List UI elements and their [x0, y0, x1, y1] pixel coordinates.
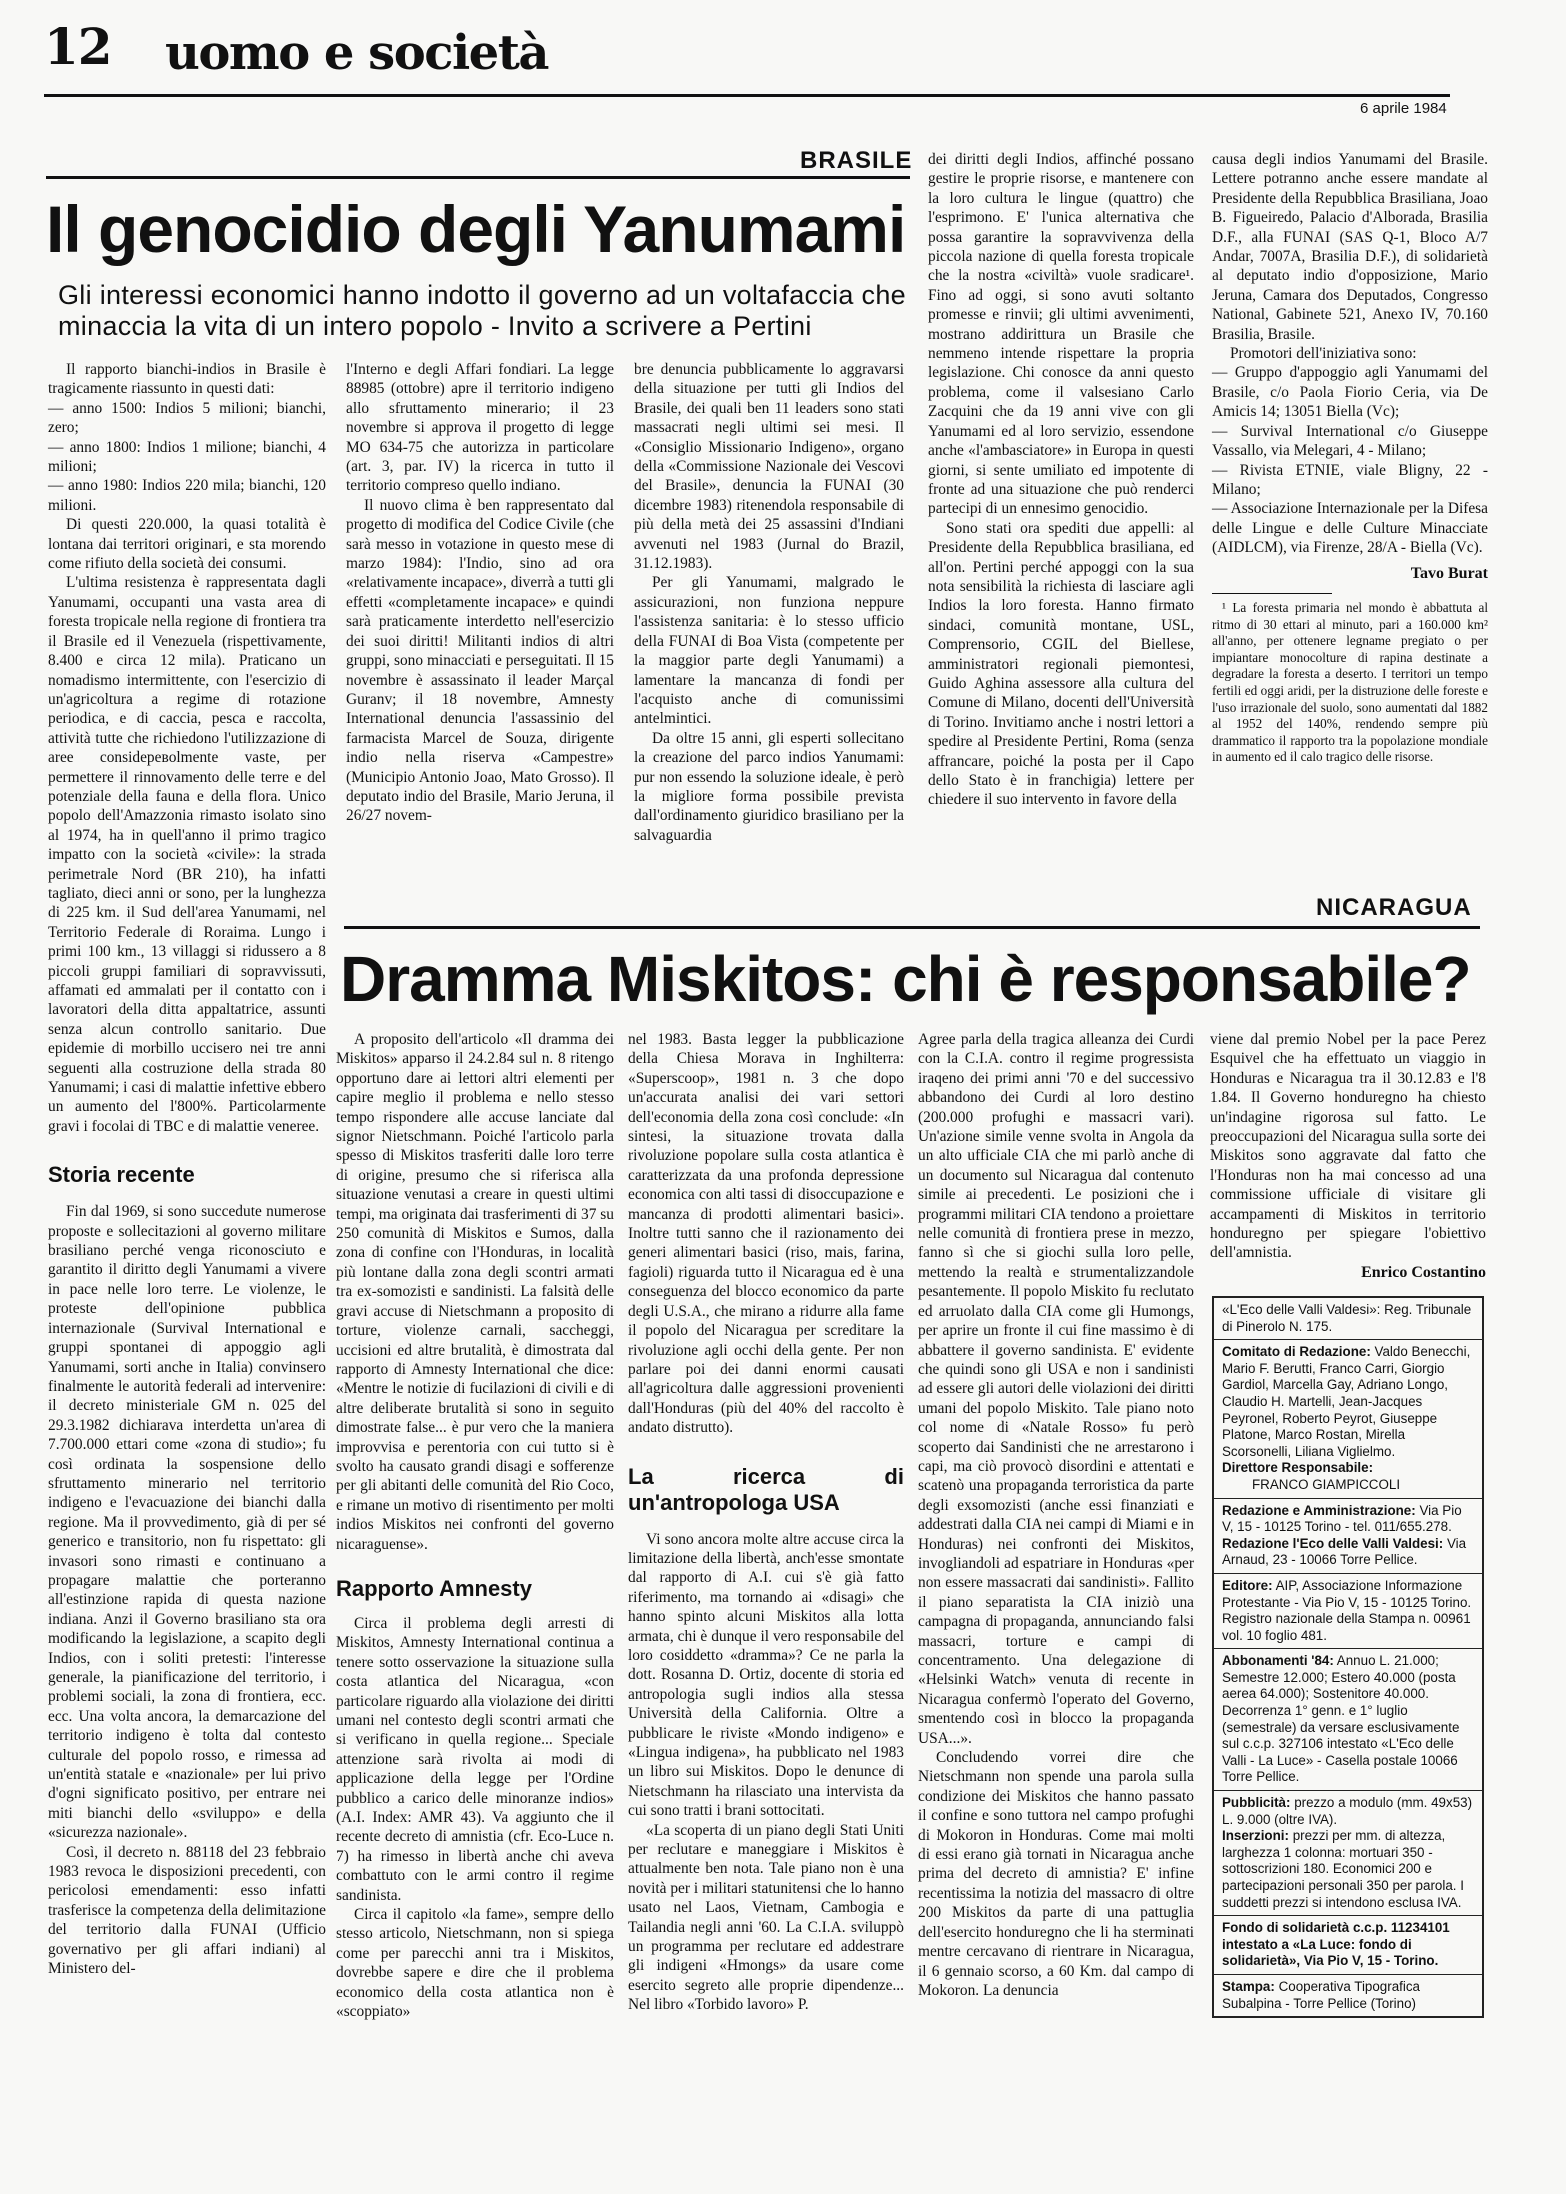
colophon-registration — [1214, 1298, 1482, 1340]
colophon-printer — [1214, 1975, 1482, 2016]
paragraph: Da oltre 15 anni, gli esperti sollecitano la creazione del parco indios Yanumami: pur non essendo la soluzione ideale, è però la migliore forma possibile prevista dall'ordinamento giuridico brasiliano per la salvaguardia — [634, 729, 904, 844]
masthead-rule — [44, 94, 1450, 97]
paragraph: nel 1983. Basta legger la pubblicazione della Chiesa Morava in Inghilterra: «Superscoop», 1981 n. 3 che dopo un'accurata analisi dei vari settori dell'economia della zona così conclude: «In sintesi, la situazione trovata dalla rivoluzione popolare sulla costa atlantica è caratterizzata da una profonda depressione economica con alti tassi di disoccupazione e mancanza di prodotti alimentari basici». Inoltre tutti sanno che il razionamento dei generi alimentari basici (riso, mais, farina, fagioli) riguarda tutto il Nicaragua ed è una conseguenza del blocco economico da parte degli U.S.A., che mirano a ridurre alla fame il popolo del Nicaragua per screditare la rivoluzione agli occhi della gente. Per non parlare poi dei danni enormi causati all'agricoltura dalle aggressioni provenienti dall'Honduras (più del 40% del raccolto è andato distrutto). — [628, 1031, 904, 1437]
author-signature: Tavo Burat — [1410, 564, 1488, 582]
colophon-label: Direttore Responsabile: — [1222, 1460, 1374, 1476]
issue-date: 6 aprile 1984 — [1360, 100, 1447, 117]
footnote: ¹ La foresta primaria nel mondo è abbattuta al ritmo di 30 ettari al minuto, pari a 160.000 km² all'anno, per ottenere legname pregiato o per impiantare monocolture di rapina destinate a degradare la foresta a deserto. I territori un tempo fertili ed oggi aridi, per la distruzione delle foreste e l'uso irrazionale del suolo, sono aumentati dal 1882 al 1952 del 140%, rendendo sempre più drammatico il rapporto tra la popolazione mondiale in aumento ed il calo tragico delle risorse. — [1212, 599, 1488, 765]
paragraph: A proposito dell'articolo «Il dramma dei Miskitos» apparso il 24.2.84 sul n. 8 ritengo opportuno dare ai lettori altri elementi per capire meglio il problema e nello stesso tempo rispondere alle accuse lanciate dal signor Nietschmann. Poiché l'articolo parla spesso di Miskitos trasferiti dalle loro terre di origine, presumo che si riferisca alla situazione venutasi a creare in questi ultimi tempi, ma originata dai trasferimenti di 37 su 250 comunità di Miskitos e Sumos, dalla zona di confine con l'Honduras, in località più lontane dalla zona degli scontri armati tra ex-somozisti e sandinisti. La falsità delle gravi accuse di Nietschmann a proposito di torture, violenze carnali, saccheggi, uccisioni ed altre brutalità, è dimostrata dal rapporto di Amnesty International che dice: «Mentre le notizie di fucilazioni di civili e di altre deliberate brutalità si sono in seguito dimostrate false... è pur vero che la maniera improvvisa e perentoria con cui tutto si è svolto ha causato grandi disagi e sofferenze per gli abitanti delle comunità del Rio Coco, e rimane un motivo di risentimento per molti indios Miskitos nei confronti del governo nicaraguense». — [336, 1031, 614, 1553]
colophon-fund — [1214, 1916, 1482, 1975]
art2-column-2 — [628, 1030, 904, 2015]
kicker-rule — [344, 926, 1480, 929]
paragraph: Concludendo vorrei dire che Nietschmann non spende una parola sulla condizione dei Miskitos che hanno passato il confine e sono tuttora nel campo profughi di Mokoron in Honduras. Come mai molti di essi erano già tornati in Nicaragua anche prima del decreto di amnistia? E' infine recentissima la notizia del massacro di oltre 200 Miskitos da parte di una pattuglia dell'esercito honduregno che li ha sterminati mentre cercavano di rientrare in Nicaragua, il 6 gennaio scorso, a 60 Km. dal campo di Mokoron. La denuncia — [918, 1749, 1194, 1999]
colophon-publisher-text: AIP, Associazione Informazione Protestante - Via Pio V, 15 - 10125 Torino. Registro nazionale della Stampa n. 00961 vol. 10 foglio 481. — [1222, 1577, 1472, 1643]
colophon-fund-text: Fondo di solidarietà c.c.p. 11234101 intestato a «La Luce: fondo di solidarietà», Via Pio V, 15 - Torino. — [1222, 1920, 1450, 1969]
subheading: Storia recente — [48, 1162, 195, 1188]
colophon-label: Pubblicità: — [1222, 1795, 1291, 1811]
footnote-rule — [1212, 593, 1332, 594]
list-item: — anno 1500: Indios 5 milioni; bianchi, zero; — [48, 399, 326, 437]
colophon-editorial-board — [1214, 1340, 1482, 1498]
colophon-intro: «L'Eco delle Valli Valdesi»: Reg. Tribunale di Pinerolo N. 175. — [1222, 1302, 1472, 1334]
page-number: 12 — [44, 17, 112, 76]
colophon-director: FRANCO GIAMPICCOLI — [1252, 1476, 1401, 1492]
paragraph: «La scoperta di un piano degli Stati Uniti per reclutare e maneggiare i Miskitos è attualmente ben nota. Tale piano non è una novità per i militari statunitensi che lo hanno usato nel Laos, Vietnam, Cambogia e Tailandia negli anni '60. La C.I.A. sviluppò un programma per reclutare ed addestrare gli indigeni «Hmongs» da usare come esercito segreto alle proprie dipendenze... Nel libro «Torbido lavoro» P. — [628, 1821, 904, 2014]
colophon-label: Redazione e Amministrazione: — [1222, 1502, 1416, 1518]
colophon-address: Via Arnaud, 23 - 10066 Torre Pellice. — [1222, 1535, 1467, 1568]
kicker-rule — [46, 176, 910, 179]
colophon-insertions-text: prezzi per mm. di altezza, larghezza 1 colonna: mortuari 350 - sottoscrizioni 180. Economici 200 e partecipazioni personali 350 per parola. I suddetti prezzi si intendono esclusa IVA. — [1222, 1828, 1464, 1910]
paragraph: viene dal premio Nobel per la pace Perez Esquivel che ha effettuato un viaggio in Honduras e Nicaragua tra il 30.12.83 e l'8 1.84. Il Governo honduregno ha chiesto un'indagine rigorosa sul fatto. Le preoccupazioni del Nicaragua sulla sorte dei Miskitos sono aggravate dal fatto che l'Honduras non ha mai concesso ad una commissione ufficiale di visitare gli accampamenti di Miskitos in territorio honduregno per spiegare l'obiettivo dell'amnistia. — [1210, 1031, 1486, 1262]
art2-column-3 — [918, 1030, 1194, 2000]
colophon-advertising-text: prezzo a modulo (mm. 49x53) L. 9.000 (oltre IVA). — [1222, 1795, 1473, 1827]
paragraph: Il nuovo clima è ben rappresentato dal progetto di modifica del Codice Civile (che sarà messo in votazione in questo mese di marzo 1984): l'Indio, sino ad ora «relativamente incapace», diverrà a tutti gli effetti «completamente incapace» e quindi sarà praticamente interdetto nell'esercizio dei suoi diritti! Militanti indios di altri gruppi, sono minacciati e perseguitati. Il 15 novembre è assassinato il leader Marçal Guranv; il 18 novembre, Amnesty International denuncia l'assassinio del farmacista Marcel de Souza, dirigente indio nella riserva «Campestre» (Municipio Antonio Joao, Mato Grosso). Il deputato indio del Brasile, Mario Jeruna, il 26/27 novem- — [346, 496, 614, 825]
paragraph: Sono stati ora spediti due appelli: al Presidente della Repubblica brasiliana, ed all'on. Pertini perché appoggi con la sua nota sensibilità la richiesta di lasciare agli Indios la loro foresta. Hanno firmato sindaci, comunità montane, USL, Comprensorio, CGIL del Biellese, amministratori regionali piemontesi, Guido Aghina assessore alla cultura del Comune di Milano, docenti dell'Università di Torino. Invitiamo anche i nostri lettori a spedire al Presidente Pertini, Roma (senza affrancare, poiché la posta per il Capo dello Stato è in franchigia) lettere per chiedere il suo intervento in favore della — [928, 519, 1194, 809]
paragraph: Vi sono ancora molte altre accuse circa la limitazione della libertà, anch'esse smontate dal rapporto di A.I. cui s'è già fatto riferimento, ma tornando ai «disagi» che hanno spinto alcuni Miskitos alla lotta armata, chi è dunque il vero responsabile del loro cosiddetto «dramma»? Ce ne parla la dott. Rosanna D. Ortiz, docente di storia ed antropologia sugli indios alla stessa Università della California. Oltre a pubblicare le riviste «Mondo indigeno» e «Lingua indigena», ha pubblicato nel 1983 un libro sui Miskitos. Dopo le denunce di Nietschmann ha rilasciato una intervista da cui sono tratti i brani sottocitati. — [628, 1530, 904, 1820]
paragraph: l'Interno e degli Affari fondiari. La legge 88985 (ottobre) apre il territorio indigeno allo sfruttamento minerario; il 23 novembre si approva il progetto di legge MO 634-75 che autorizza in particolare (art. 3, par. IV) la ricerca in tutto il territorio compreso quello indiano. — [346, 361, 614, 495]
paragraph: Così, il decreto n. 88118 del 23 febbraio 1983 revoca le disposizioni precedenti, con pericolosi emendamenti: esso infatti trasferisce la competenza della delimitazione del territorio dalla FUNAI (Ufficio governativo per gli affari indiani) al Ministero del- — [48, 1843, 326, 1978]
colophon-box — [1212, 1296, 1484, 2018]
list-item: — Gruppo d'appoggio agli Yanumami del Brasile, c/o Paola Fiorio Ceria, via De Amicis 14; 13051 Biella (Vc); — [1212, 364, 1488, 421]
headline: Il genocidio degli Yanumami — [46, 192, 906, 266]
art2-column-1 — [336, 1030, 614, 2022]
colophon-addresses — [1214, 1499, 1482, 1574]
paragraph: L'ultima resistenza è rappresentata dagli Yanumami, occupanti una vasta area di foresta tropicale nella regione di frontiera tra il Brasile ed il Venezuela (rispettivamente, 8.400 e circa 12 mila). Praticano un nomadismo intermittente, con l'esercizio di un'agricoltura a regime di rotazione periodica, e di caccia, pesca e raccolta, attività tutte che richiedono l'utilizzazione di aree consideревolmente vaste, per permettere il rinnovamento delle terre e del potenziale della fauna e della flora. Unico popolo dell'Amazzonia rimasto isolato sino al 1974, ha in quell'anno il primo tragico impatto con la società «civile»: la strada perimetrale Nord (BR 210), ha infatti tagliato, dieci anni or sono, per la lunghezza di 225 km. il Sud dell'area Yanumami, nel Territorio Federale di Roraima. Lungo i primi 100 km., 13 villaggi si ridussero a 8 piccoli gruppi familiari di sopravvissuti, affamati ed ammalati per il contatto con i lavoratori della ditta appaltatrice, assunti senza alcun controllo sanitario. Due epidemie di morbillo uccisero nei tre anni seguenti alla costruzione della strada 80 Yanumami; i casi di malattie infettive ebbero un aumento del l'800%. Particolarmente gravi i focolai di TBC e di malattie veneree. — [48, 574, 326, 1135]
colophon-label: Stampa: — [1222, 1978, 1275, 1994]
subheading: Rapporto Amnesty — [336, 1575, 532, 1601]
paragraph: Promotori dell'iniziativa sono: — [1230, 345, 1417, 363]
paragraph: Per gli Yanumami, malgrado le assicurazioni, non funziona neppure l'assistenza sanitaria: è lo stesso ufficio della FUNAI di Boa Vista (competente per la maggior parte degli Yanumami) a lamentare la mancanza di fondi per l'acquisto anche di comunissimi antelmintici. — [634, 574, 904, 728]
paragraph: Fin dal 1969, si sono succedute numerose proposte e sollecitazioni al governo militare brasiliano perché venga riconosciuto e garantito il diritto degli Yanumami a vivere in pace nelle loro terre. Le violenze, le proteste dell'opinione pubblica internazionale (Survival International e gruppi spontanei di appoggio agli Yanumami, sorti anche in Italia) convinsero finalmente le autorità federali ad intervenire: il decreto ministeriale GM n. 025 del 29.3.1982 dichiarava interdetta un'area di 7.700.000 ettari come «zona di studio»; fu così ordinata la sospensione dello sfruttamento minerario nel territorio indigeno e l'evacuazione dei bianchi dalla regione. Ma il provvedimento, già di per sé generico e transitorio, non fu rispettato: gli invasori sono rimasti e continuano a propagare malattie che porteranno all'estinzione rapida di questa nazione indiana. Anzi il Governo brasiliano sta ora modificando la legislazione, a scapito degli Indios, con i soliti pretesti: l'interesse generale, la pianificazione del territorio, i problemi sociali, la zona di frontiera, ecc. ecc. Una volta ancora, la demarcazione del territorio indigeno è tolta dal contesto culturale del popolo rosso, e rimessa ad un'entità statale e «nazionale» per lui privo d'ogni significato positivo, per entrare nei miti bianchi dello «sviluppo» e della «sicurezza nazionale». — [48, 1203, 326, 1842]
colophon-label: Inserzioni: — [1222, 1828, 1289, 1844]
colophon-advertising — [1214, 1791, 1482, 1916]
list-item: — Survival International c/o Giuseppe Vassallo, via Melegari, 4 - Milano; — [1212, 422, 1488, 460]
colophon-publisher — [1214, 1574, 1482, 1649]
section-title: uomo e società — [165, 25, 548, 81]
colophon-editors: Valdo Benecchi, Mario F. Berutti, Franco Carri, Giorgio Gardiol, Marcella Gay, Adriano Longo, Claudio H. Martelli, Jean-Jacques Peyronel, Roberto Peyrot, Giuseppe Platone, Marco Rostan, Mirella Scorsonelli, Liliana Viglielmo. — [1222, 1344, 1471, 1459]
art1-column-4 — [928, 150, 1194, 810]
colophon-label: Comitato di Redazione: — [1222, 1344, 1371, 1360]
subheading: La ricerca di un'antropologa USA — [628, 1463, 904, 1515]
subtitle: Gli interessi economici hanno indotto il governo ad un voltafaccia che minaccia la vita di un intero popolo - Invito a scrivere a Pertini — [58, 280, 906, 341]
art2-column-4 — [1210, 1030, 1486, 1282]
list-item: — Rivista ETNIE, viale Bligny, 22 - Milano; — [1212, 461, 1488, 498]
paragraph: bre denuncia pubblicamente lo aggravarsi della situazione per tutti gli Indios del Brasile, dei quali ben 11 leaders sono stati massacrati negli ultimi sei mesi. Il «Consiglio Missionario Indigeno», organo della «Commissione Nazionale dei Vescovi del Brasile», denuncia la FUNAI (30 dicembre 1983) ritenendola responsabile di più della metà dei 25 assassini d'Indiani avvenuti nel 1983 (Jurnal do Brazil, 31.12.1983). — [634, 361, 904, 573]
paragraph: Di questi 220.000, la quasi totalità è lontana dai territori originari, e sta morendo come rifiuto della società dei consumi. — [48, 516, 326, 573]
paragraph: Agree parla della tragica alleanza dei Curdi con la C.I.A. contro il regime progressista iraqeno dei primi anni '70 e del successivo abbandono dei Curdi al loro destino (200.000 profughi e massacri vari). Un'azione simile venne svolta in Angola da un alto ufficiale CIA che mi parlò anche di un documento sul Nicaragua dal contenuto simile ai precedenti. Le posizioni che i programmi militari CIA tendono a proiettare nelle comunità di frontiera prese in mezzo, fanno sì che si giochi sulla loro pelle, mettendo la realtà e strumentalizzandole pesantemente. Il popolo Miskito fu reclutato ed arruolato dalla CIA come gli Humongs, per aprire un fronte il cui fine massimo è di abbattere il governo sandinista. E' evidente che quindi sono gli USA e non i sandinisti ad essere gli autori delle violazioni dei diritti umani del popolo Miskito. Tale piano noto col nome di «Natale Rosso» fu però scoperto dai Sandinisti che ne arrestarono i capi, ma ciò provocò disordini e attentati e scatenò una propaganda terroristica da parte degli exsomozisti (anche essi finanziati e addestrati dalla CIA nei campi di Miami e in Honduras) nei confronti dei Miskitos, invogliandoli ad espatriare in Honduras «per non essere massacrati dai sandinisti». Fallito il piano separatista la CIA iniziò una campagna di propaganda, annunciando falsi massacri, torture e campi di concentramento. Una delegazione di «Helsinki Watch» venuta di recente in Nicaragua confermò l'operato del Governo, smentendo così in blocco la propaganda USA...». — [918, 1031, 1194, 1747]
colophon-label: Abbonamenti '84: — [1222, 1653, 1334, 1669]
paragraph: dei diritti degli Indios, affinché possano gestire le proprie risorse, e mantenere con la loro cultura le lingue (quattro) che l'esprimono. E' l'unica alternativa che possa garantire la sopravvivenza della piccola nazione di quella foresta tropicale che la nostra «civiltà» vuole sradicare¹. Fino ad oggi, si sono avuti soltanto promesse e rinvii; gli ultimi avvenimenti, mostrano addirittura un Brasile che nemmeno intende rispettare la propria legislazione. Chi conosce da anni questo problema, come il valsesiano Carlo Zacquini che da 19 anni vive con gli Yanumami ed al loro servizio, essendone anche «l'ambasciatore» in Europa in questi giorni, si sente umiliato ed impotente di fronte ad una situazione che può renderci partecipi di un ennesimo genocidio. — [928, 151, 1194, 518]
colophon-subscriptions — [1214, 1649, 1482, 1791]
paragraph: Il rapporto bianchi-indios in Brasile è tragicamente riassunto in questi dati: — [48, 361, 326, 398]
art1-column-1 — [48, 360, 326, 1979]
list-item: — anno 1800: Indios 1 milione; bianchi, 4 milioni; — [48, 438, 326, 476]
paragraph: causa degli indios Yanumami del Brasile. Lettere potranno anche essere mandate al Presidente della Repubblica Brasiliana, Joao B. Figueiredo, Palacio d'Alborada, Brasilia D.F., alla FUNAI (SAS Q-1, Bloco A/7 Andar, 7007A, Brasilia D.F.), di solidarietà al deputato indio d'opposizione, Mario Jeruna, Camara dos Deputados, Congresso National, Gabinete 521, Anexo IV, 70.160 Brasilia, Brasile. — [1212, 151, 1488, 343]
art1-column-5 — [1212, 150, 1488, 766]
colophon-label: Editore: — [1222, 1577, 1273, 1593]
colophon-address: Via Pio V, 15 - 10125 Torino - tel. 011/655.278. — [1222, 1502, 1462, 1535]
list-item: — Associazione Internazionale per la Difesa delle Lingue e delle Culture Minacciate (AIDLCM), via Firenze, 28/A - Biella (Vc). — [1212, 500, 1488, 557]
colophon-label: Redazione l'Eco delle Valli Valdesi: — [1222, 1535, 1444, 1551]
paragraph: Circa il capitolo «la fame», sempre dello stesso articolo, Nietschmann, non si spiega come per parecchi anni tra i Miskitos, dovrebbe sapere e dire che il problema economico della costa atlantica non è «scoppiato» — [336, 1906, 614, 2021]
colophon-subscriptions-text: Annuo L. 21.000; Semestre 12.000; Estero 40.000 (posta aerea 64.000); Sostenitore 40.000. Decorrenza 1° genn. e 1° luglio (semestrale) da versare esclusivamente sul c.c.p. 327106 intestato «L'Eco delle Valli - La Luce» - Casella postale 10066 Torre Pellice. — [1222, 1653, 1460, 1785]
art1-column-3 — [634, 360, 904, 845]
art1-column-2 — [346, 360, 614, 826]
headline: Dramma Miskitos: chi è responsabile? — [340, 943, 1471, 1015]
section-kicker: NICARAGUA — [1316, 894, 1472, 921]
author-signature: Enrico Costantino — [1361, 1263, 1486, 1281]
colophon-printer-text: Cooperativa Tipografica Subalpina - Torre Pellice (Torino) — [1222, 1978, 1421, 2011]
list-item: — anno 1980: Indios 220 mila; bianchi, 120 milioni. — [48, 477, 326, 514]
section-kicker: BRASILE — [800, 147, 913, 174]
paragraph: Circa il problema degli arresti di Miskitos, Amnesty International continua a tenere sotto osservazione la situazione sulla costa atlantica del Nicaragua, «con particolare riguardo alla violazione dei diritti umani nel contesto degli scontri armati che si verificano in quella regione... Speciale attenzione sarà rivolta ai modi di applicazione della legge per l'Ordine pubblico a carico delle minoranze indios» (A.I. Index: AMR 43). Va aggiunto che il recente decreto di amnistia (cfr. Eco-Luce n. 7) ha rimesso in libertà anche chi aveva combattuto con le armi contro il regime sandinista. — [336, 1614, 614, 1904]
